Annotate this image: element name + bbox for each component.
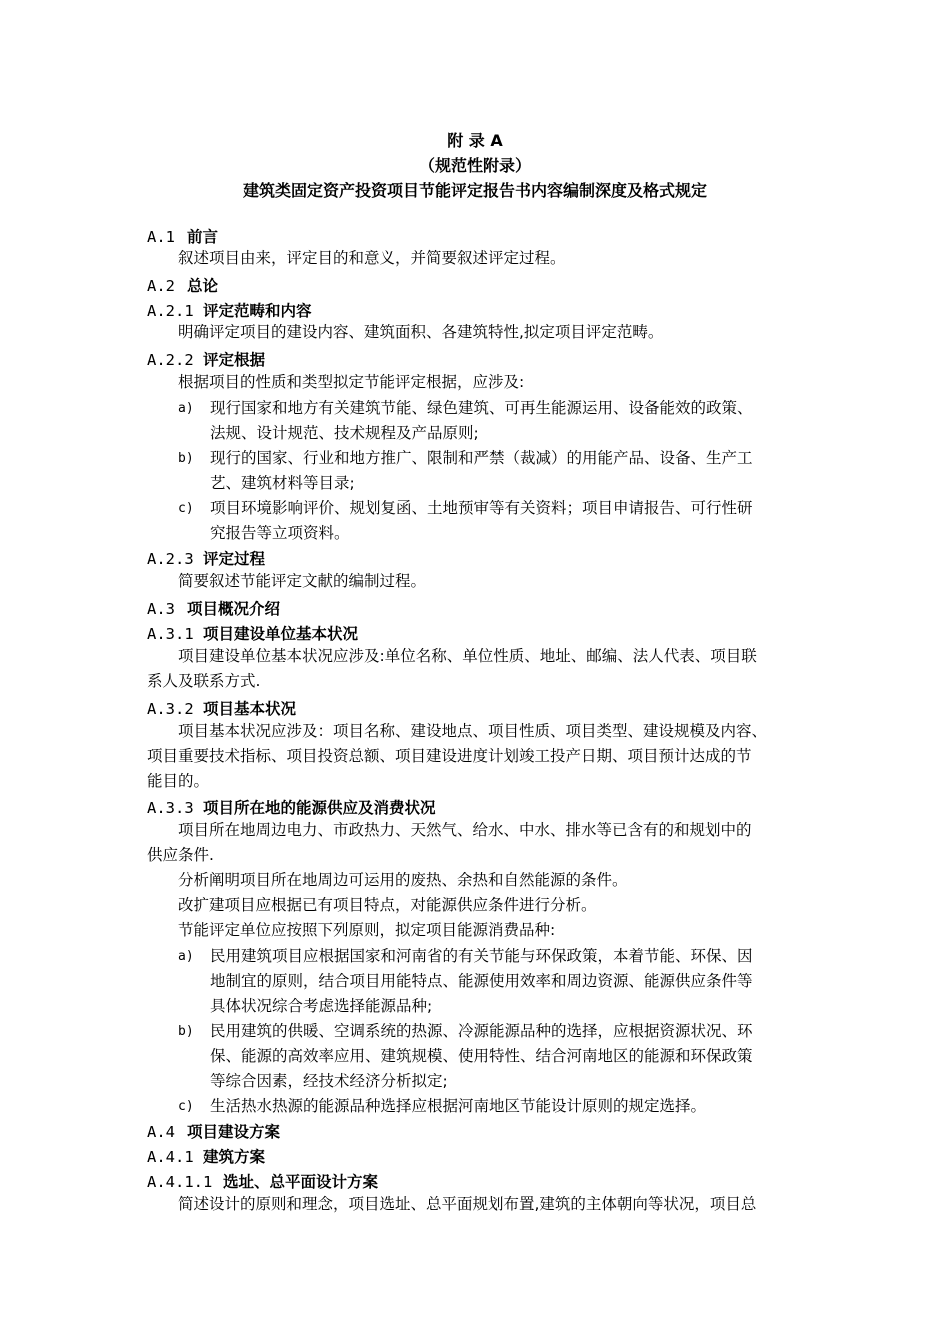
list-text: 地制宜的原则，结合项目用能特点、能源使用效率和周边资源、能源供应条件等 xyxy=(210,972,753,990)
heading-number: A.3 xyxy=(147,600,175,618)
heading-text: 项目所在地的能源供应及消费状况 xyxy=(203,799,436,817)
heading-text: 项目建设单位基本状况 xyxy=(203,625,359,643)
list-text: 等综合因素，经技术经济分析拟定; xyxy=(210,1072,448,1090)
paragraph: 简要叙述节能评定文献的编制过程。 xyxy=(178,572,427,590)
heading-text: 总论 xyxy=(187,277,219,295)
paragraph: 根据项目的性质和类型拟定节能评定根据，应涉及: xyxy=(178,373,525,391)
document-title: 建筑类固定资产投资项目节能评定报告书内容编制深度及格式规定 xyxy=(242,181,707,200)
heading-number: A.4 xyxy=(147,1123,175,1141)
paragraph: 明确评定项目的建设内容、建筑面积、各建筑特性,拟定项目评定范畴。 xyxy=(178,323,664,341)
heading-a411 xyxy=(147,1170,378,1192)
heading-number: A.4.1.1 xyxy=(147,1173,213,1191)
paragraph-continuation: 能目的。 xyxy=(147,772,210,790)
list-text: 法规、设计规范、技术规程及产品原则; xyxy=(210,424,479,442)
heading-text: 建筑方案 xyxy=(203,1148,266,1166)
heading-number: A.2 xyxy=(147,277,175,295)
heading-number: A.2.2 xyxy=(147,351,194,369)
heading-text: 评定过程 xyxy=(203,550,266,568)
heading-a21 xyxy=(147,299,312,321)
heading-number: A.3.2 xyxy=(147,700,194,718)
heading-text: 项目概况介绍 xyxy=(187,600,281,618)
heading-a31 xyxy=(147,622,358,644)
paragraph: 项目建设单位基本状况应涉及:单位名称、单位性质、地址、邮编、法人代表、项目联 xyxy=(178,647,757,665)
list-label: b) xyxy=(178,451,194,466)
paragraph: 项目所在地周边电力、市政热力、天然气、给水、中水、排水等已含有的和规划中的 xyxy=(178,821,752,839)
heading-a22 xyxy=(147,348,265,370)
heading-a41 xyxy=(147,1145,265,1167)
appendix-title: 附 录 A xyxy=(447,131,503,150)
heading-a4 xyxy=(147,1120,280,1142)
list-text: 究报告等立项资料。 xyxy=(210,524,350,542)
list-label: a) xyxy=(178,401,194,416)
paragraph-continuation: 系人及联系方式. xyxy=(147,672,261,690)
heading-number: A.2.1 xyxy=(147,302,194,320)
heading-a1 xyxy=(147,225,218,247)
list-text: 民用建筑的供暖、空调系统的热源、冷源能源品种的选择，应根据资源状况、环 xyxy=(210,1022,753,1040)
heading-number: A.4.1 xyxy=(147,1148,194,1166)
heading-a33 xyxy=(147,796,436,818)
paragraph: 项目基本状况应涉及：项目名称、建设地点、项目性质、项目类型、建设规模及内容、 xyxy=(178,722,768,740)
heading-a2 xyxy=(147,274,218,296)
list-text: 艺、建筑材料等目录; xyxy=(210,474,355,492)
list-label: c) xyxy=(178,1099,194,1114)
heading-number: A.3.1 xyxy=(147,625,194,643)
heading-a23 xyxy=(147,547,265,569)
heading-number: A.3.3 xyxy=(147,799,194,817)
list-text: 具体状况综合考虑选择能源品种; xyxy=(210,997,433,1015)
list-label: a) xyxy=(178,949,194,964)
heading-a32 xyxy=(147,697,296,719)
heading-text: 选址、总平面设计方案 xyxy=(223,1173,379,1191)
heading-text: 项目基本状况 xyxy=(203,700,297,718)
heading-text: 项目建设方案 xyxy=(187,1123,281,1141)
list-text: 现行国家和地方有关建筑节能、绿色建筑、可再生能源运用、设备能效的政策、 xyxy=(210,399,753,417)
paragraph: 简述设计的原则和理念，项目选址、总平面规划布置,建筑的主体朝向等状况，项目总 xyxy=(178,1195,757,1213)
paragraph: 叙述项目由来，评定目的和意义，并简要叙述评定过程。 xyxy=(178,249,566,267)
heading-text: 评定范畴和内容 xyxy=(203,302,312,320)
heading-text: 评定根据 xyxy=(203,351,266,369)
list-text: 民用建筑项目应根据国家和河南省的有关节能与环保政策，本着节能、环保、因 xyxy=(210,947,753,965)
heading-text: 前言 xyxy=(187,228,219,246)
list-text: 保、能源的高效率应用、建筑规模、使用特性、结合河南地区的能源和环保政策 xyxy=(210,1047,753,1065)
list-text: 现行的国家、行业和地方推广、限制和严禁（裁减）的用能产品、设备、生产工 xyxy=(210,449,753,467)
paragraph-continuation: 项目重要技术指标、项目投资总额、项目建设进度计划竣工投产日期、项目预计达成的节 xyxy=(147,747,752,765)
paragraph: 节能评定单位应按照下列原则，拟定项目能源消费品种: xyxy=(178,921,556,939)
paragraph: 分析阐明项目所在地周边可运用的废热、余热和自然能源的条件。 xyxy=(178,871,628,889)
list-label: c) xyxy=(178,501,194,516)
appendix-subtitle: （规范性附录） xyxy=(418,156,531,175)
heading-number: A.2.3 xyxy=(147,550,194,568)
list-text: 项目环境影响评价、规划复函、土地预审等有关资料；项目申请报告、可行性研 xyxy=(210,499,753,517)
heading-a3 xyxy=(147,597,280,619)
list-label: b) xyxy=(178,1024,194,1039)
list-text: 生活热水热源的能源品种选择应根据河南地区节能设计原则的规定选择。 xyxy=(210,1097,707,1115)
heading-number: A.1 xyxy=(147,228,175,246)
paragraph: 改扩建项目应根据已有项目特点，对能源供应条件进行分析。 xyxy=(178,896,597,914)
paragraph-continuation: 供应条件. xyxy=(147,846,214,864)
